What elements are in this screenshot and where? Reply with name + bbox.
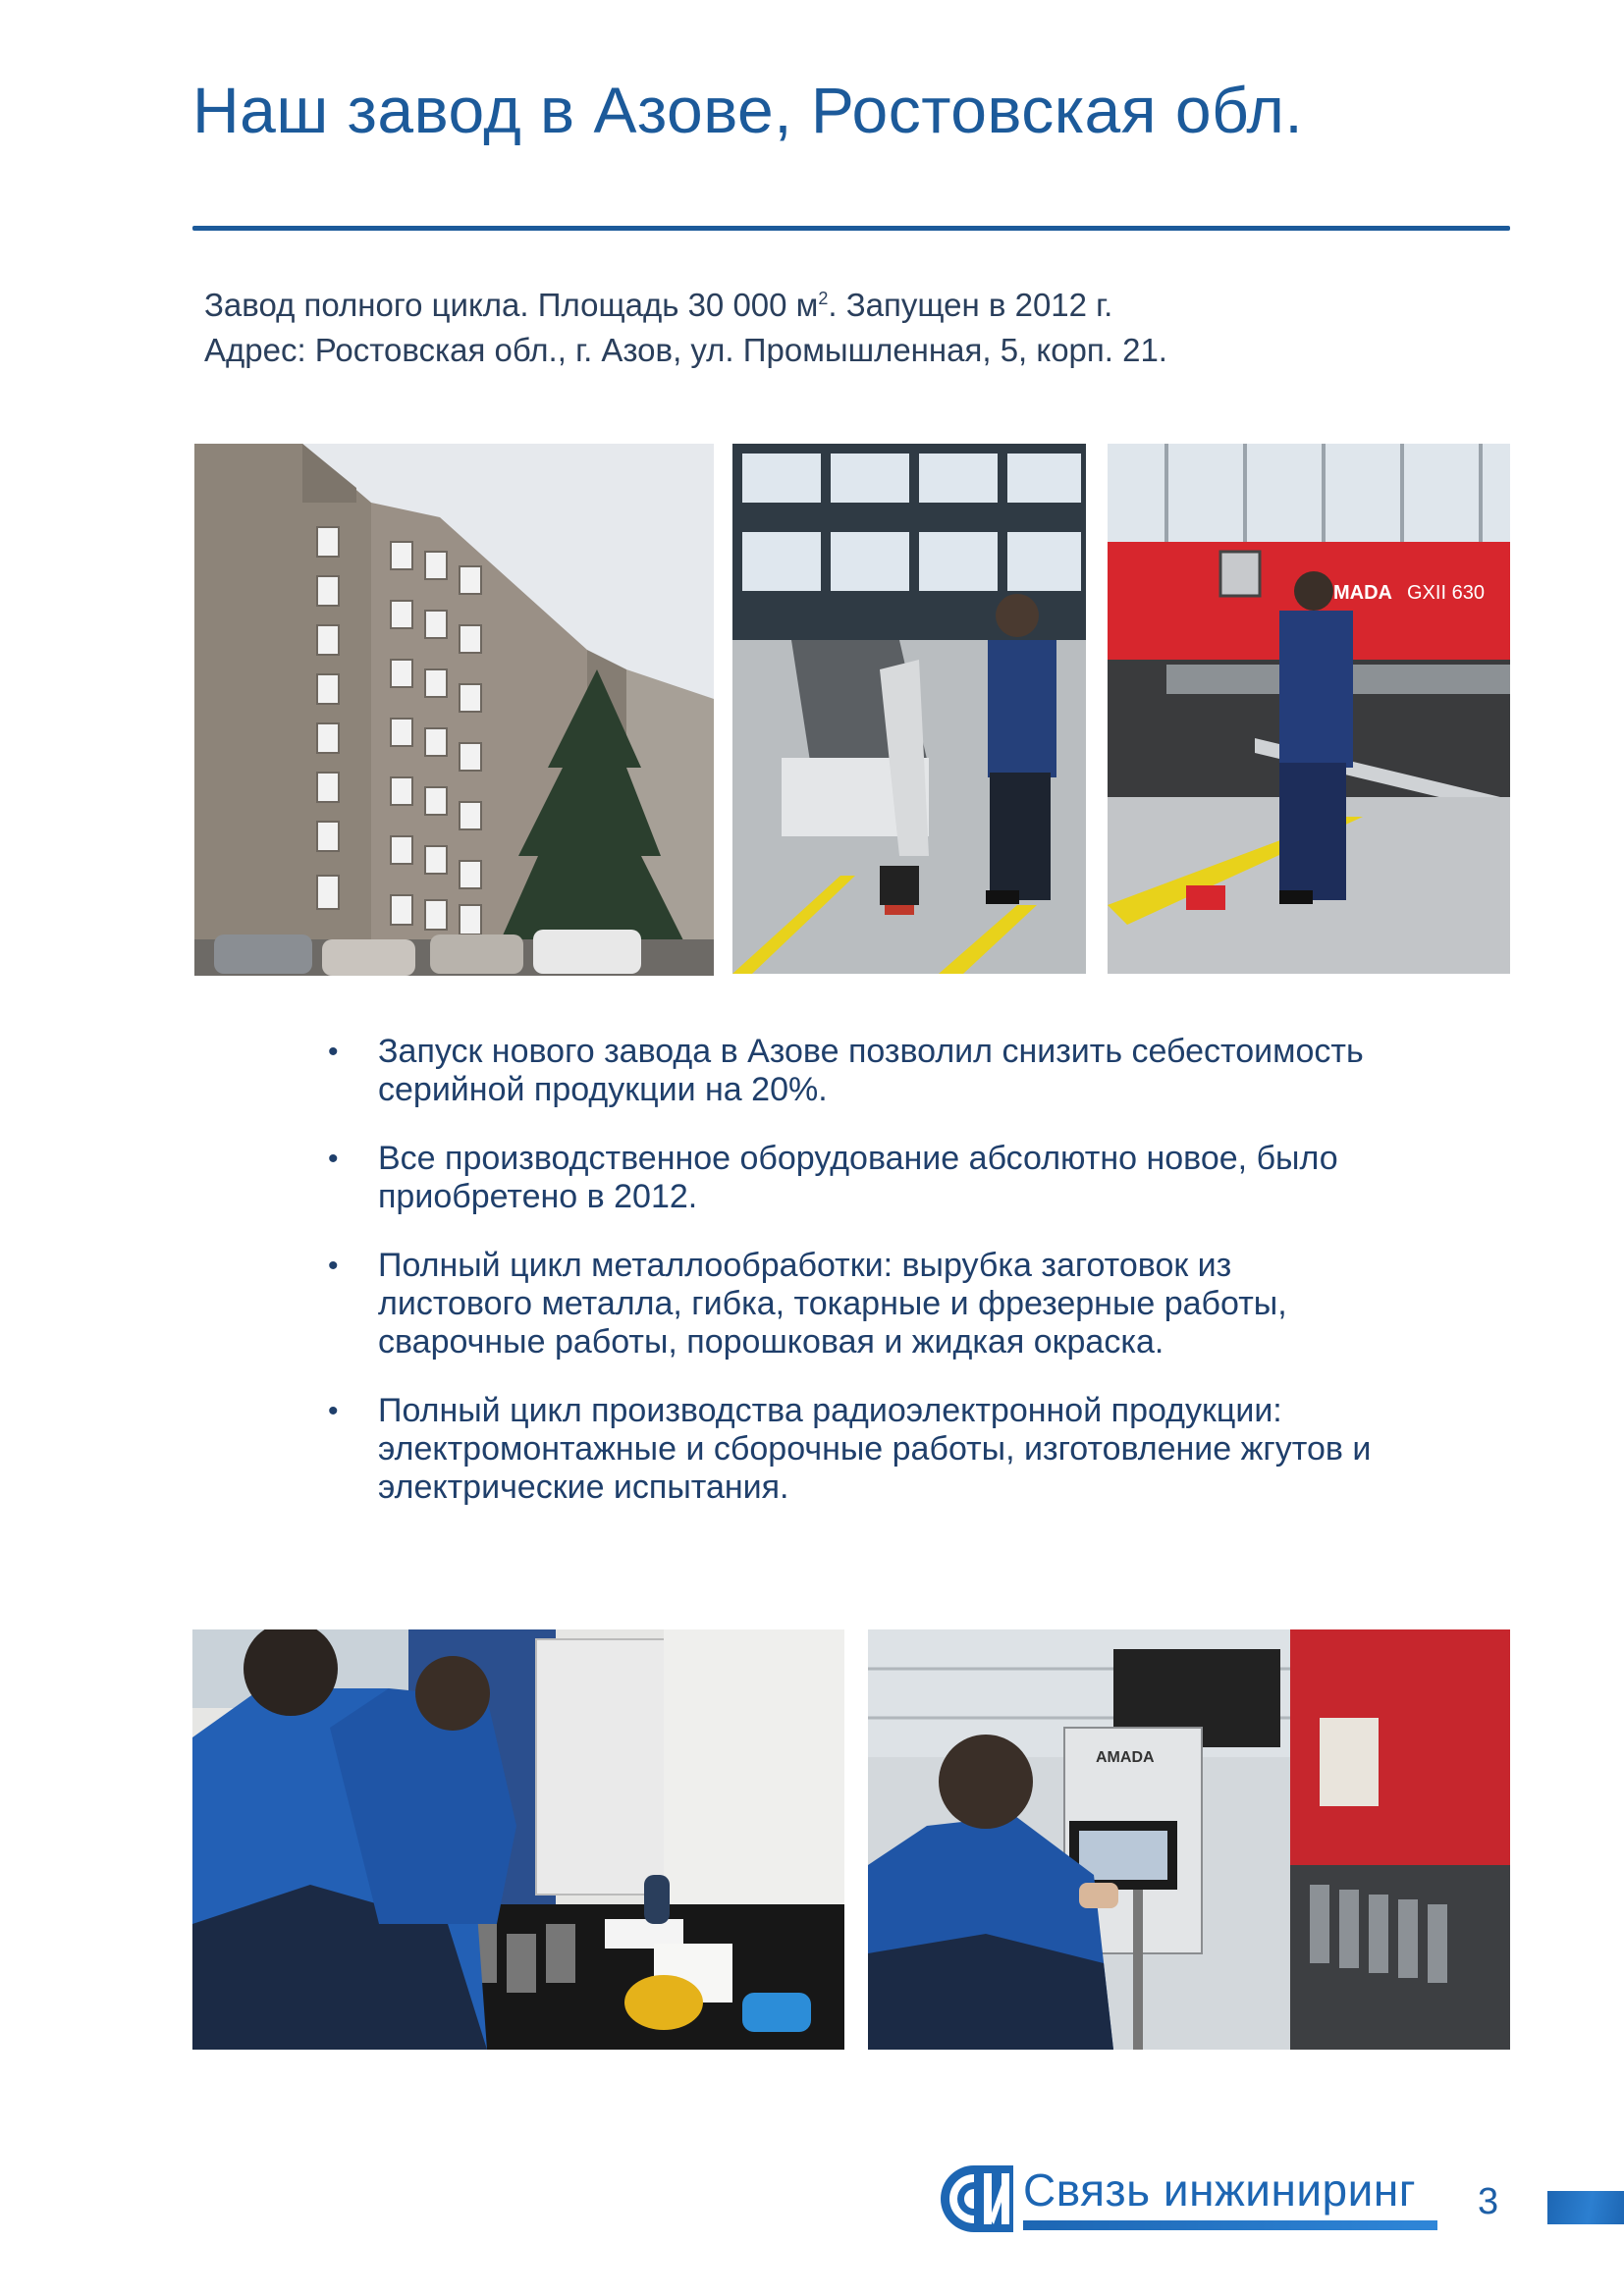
title-divider [192,226,1510,231]
list-item: • Полный цикл производства радиоэлектронной продукции: электромонтажные и сборочные работы, изготовление жгутов и электрические испытания. [328,1392,1372,1506]
company-logo [933,2160,1443,2238]
photo-factory-building [194,444,714,976]
photo-press-brake-operator [868,1629,1510,2050]
bullet-marker: • [328,1036,339,1068]
assembly-bench-image [192,1629,844,2050]
list-item: • Все производственное оборудование абсолютно новое, было приобретено в 2012. [328,1140,1338,1215]
photo-workshop-operator [732,444,1086,974]
factory-building-image [194,444,714,976]
bullet-list [324,1033,1375,1537]
page-title: Наш завод в Азове, Ростовская обл. [192,74,1304,146]
intro-line-address: Адрес: Ростовская обл., г. Азов, ул. Промышленная, 5, корп. 21. [204,332,1167,368]
bullet-marker: • [328,1250,339,1282]
bullet-marker: • [328,1395,339,1427]
list-item: • Запуск нового завода в Азове позволил снизить себестоимость серийной продукции на 20%. [328,1033,1364,1108]
list-item: • Полный цикл металлообработки: вырубка заготовок из листового металла, гибка, токарные и фрезерные работы, сварочные работы, порошковая и жидкая окраска. [328,1247,1287,1361]
intro-line-area: Завод полного цикла. Площадь 30 000 $м^2$. Запущен в 2012 г. [204,287,1113,323]
machine-brand-label: MADA [1333,582,1392,604]
intro-text [204,283,1481,373]
logo-text: Связь инжиниринг [1023,2164,1417,2216]
page-number: 3 [1478,2181,1499,2222]
machine-model-label: GXII 630 [1407,582,1485,604]
logo-mark-icon [933,2162,1019,2236]
amada-shear-image [1108,444,1510,974]
bullet-marker: • [328,1143,339,1175]
photo-assembly-bench [192,1629,844,2050]
corner-accent-band [1547,2191,1624,2224]
photo-amada-shear [1108,444,1510,974]
press-brake-operator-image [868,1629,1510,2050]
amada-brand-label: AMADA [1096,1749,1155,1766]
workshop-operator-image [732,444,1086,974]
logo-underline [1023,2220,1437,2230]
